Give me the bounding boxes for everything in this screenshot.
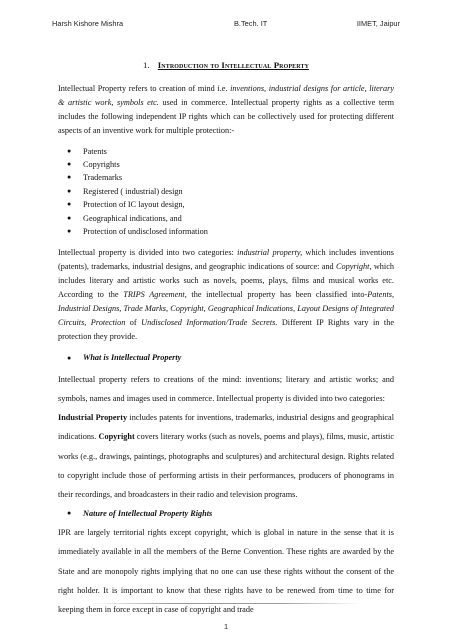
section-title-text: Introduction to Intellectual Property [157, 60, 310, 70]
list-item-text: Geographical indications, and [83, 213, 182, 223]
para-text: which includes inventions (patents), trademarks, industrial designs, and geographic indications of source: and [58, 248, 394, 272]
intro-text: used in commerce. Intellectual property rights as a collective term includes the following independent IP rights which can be collectively used for protecting different aspects of an inventive work for multiple protection:- [58, 97, 394, 135]
para-text: Intellectual property is divided into two categories: [58, 248, 238, 258]
list-item [58, 158, 394, 171]
bullet-icon: ● [67, 186, 72, 195]
subheading-nature [58, 504, 394, 523]
bullet-icon: ● [67, 213, 72, 222]
bullet-icon: ● [67, 353, 72, 362]
header-institute: IIMET, Jaipur [356, 19, 400, 28]
header-course: B.Tech. IT [234, 19, 268, 28]
header-author: Harsh Kishore Mishra [52, 19, 124, 28]
para-text: which includes literary and artistic works such as novels, poems, plays, films and musical works etc. According to the [58, 262, 394, 300]
list-item-text: Copyrights [83, 160, 120, 170]
para-text: covers literary works (such as novels, poems and plays), films, music, artistic works (e.g., drawings, paintings, photographs and sculptures) and architectural design. Rights related to copyright include those of performing artists in their performances, producers of phonograms in their recordings, and broadcasters in their radio and television programs. [58, 432, 395, 500]
document-body [58, 60, 394, 619]
list-item [58, 198, 394, 211]
subheading-what-is [58, 352, 394, 364]
nature-paragraph: IPR are largely territorial rights except copyright, which is global in nature in the sense that it is immediately available in all the members of the Berne Convention. These rights are awarded by the State and are monopoly rights implying that no one can use these rights without the consent of the right holder. It is important to know that these rights have to be renewed from time to time for keeping them in force except in case of copyright and trade [58, 528, 394, 615]
intro-text: Intellectual Property refers to creation of mind i.e. [58, 84, 231, 93]
bullet-icon: ● [67, 173, 72, 182]
bullet-icon: ● [67, 200, 72, 209]
list-item-text: Protection of IC layout design, [83, 200, 185, 210]
para-italic: TRIPS Agreement, [123, 290, 187, 300]
list-item [58, 212, 394, 225]
ip-rights-list [58, 145, 394, 239]
footer-divider [92, 603, 360, 604]
para-text: of [125, 318, 142, 327]
para-italic: industrial property, [237, 248, 303, 258]
page-number: 1 [223, 622, 229, 631]
section-number: 1. [142, 60, 150, 70]
list-item [58, 225, 394, 238]
bullet-icon: ● [67, 146, 72, 155]
list-item [58, 145, 394, 158]
industrial-property-label: Industrial Property [58, 413, 128, 423]
section-title [58, 60, 394, 71]
list-item [58, 171, 394, 184]
list-item [58, 185, 394, 198]
categories-paragraph [58, 246, 394, 343]
subheading-text: Nature of Intellectual Property Rights [83, 509, 213, 519]
bullet-icon: ● [67, 227, 72, 236]
industrial-copyright-paragraph [58, 408, 394, 504]
para-italic: Undisclosed Information/Trade Secrets. [141, 318, 278, 327]
list-item-text: Trademarks [83, 173, 123, 183]
subheading-text: What is Intellectual Property [83, 352, 182, 362]
list-item-text: Registered ( industrial) design [83, 186, 183, 196]
para-text: Different IP Rights vary in the protection they provide. [58, 318, 394, 341]
copyright-label: Copyright [98, 432, 135, 442]
bullet-icon: ● [67, 160, 72, 169]
para-italic: Copyright, [335, 262, 372, 272]
list-item-text: Protection of undisclosed information [83, 227, 208, 237]
what-is-paragraph: Intellectual property refers to creations of the mind: inventions; literary and artistic works; and symbols, names and images used in commerce. Intellectual property is divided into two categories: [58, 374, 394, 404]
page-header [52, 19, 400, 31]
list-item-text: Patents [83, 146, 107, 156]
bullet-icon: ● [67, 509, 72, 518]
para-italic: Patents, Industrial Designs, Trade Marks, Copyright, Geographical Indications, Layout Designs of Integrated Circuits, Protection [58, 290, 395, 327]
intro-italic: inventions, industrial designs for article, literary & artistic work, symbols etc. [58, 84, 394, 107]
intro-paragraph [58, 82, 394, 138]
para-text: includes patents for inventions, trademarks, industrial designs and geographical indications. [58, 413, 395, 442]
para-text: the intellectual property has been classified into- [186, 290, 368, 300]
